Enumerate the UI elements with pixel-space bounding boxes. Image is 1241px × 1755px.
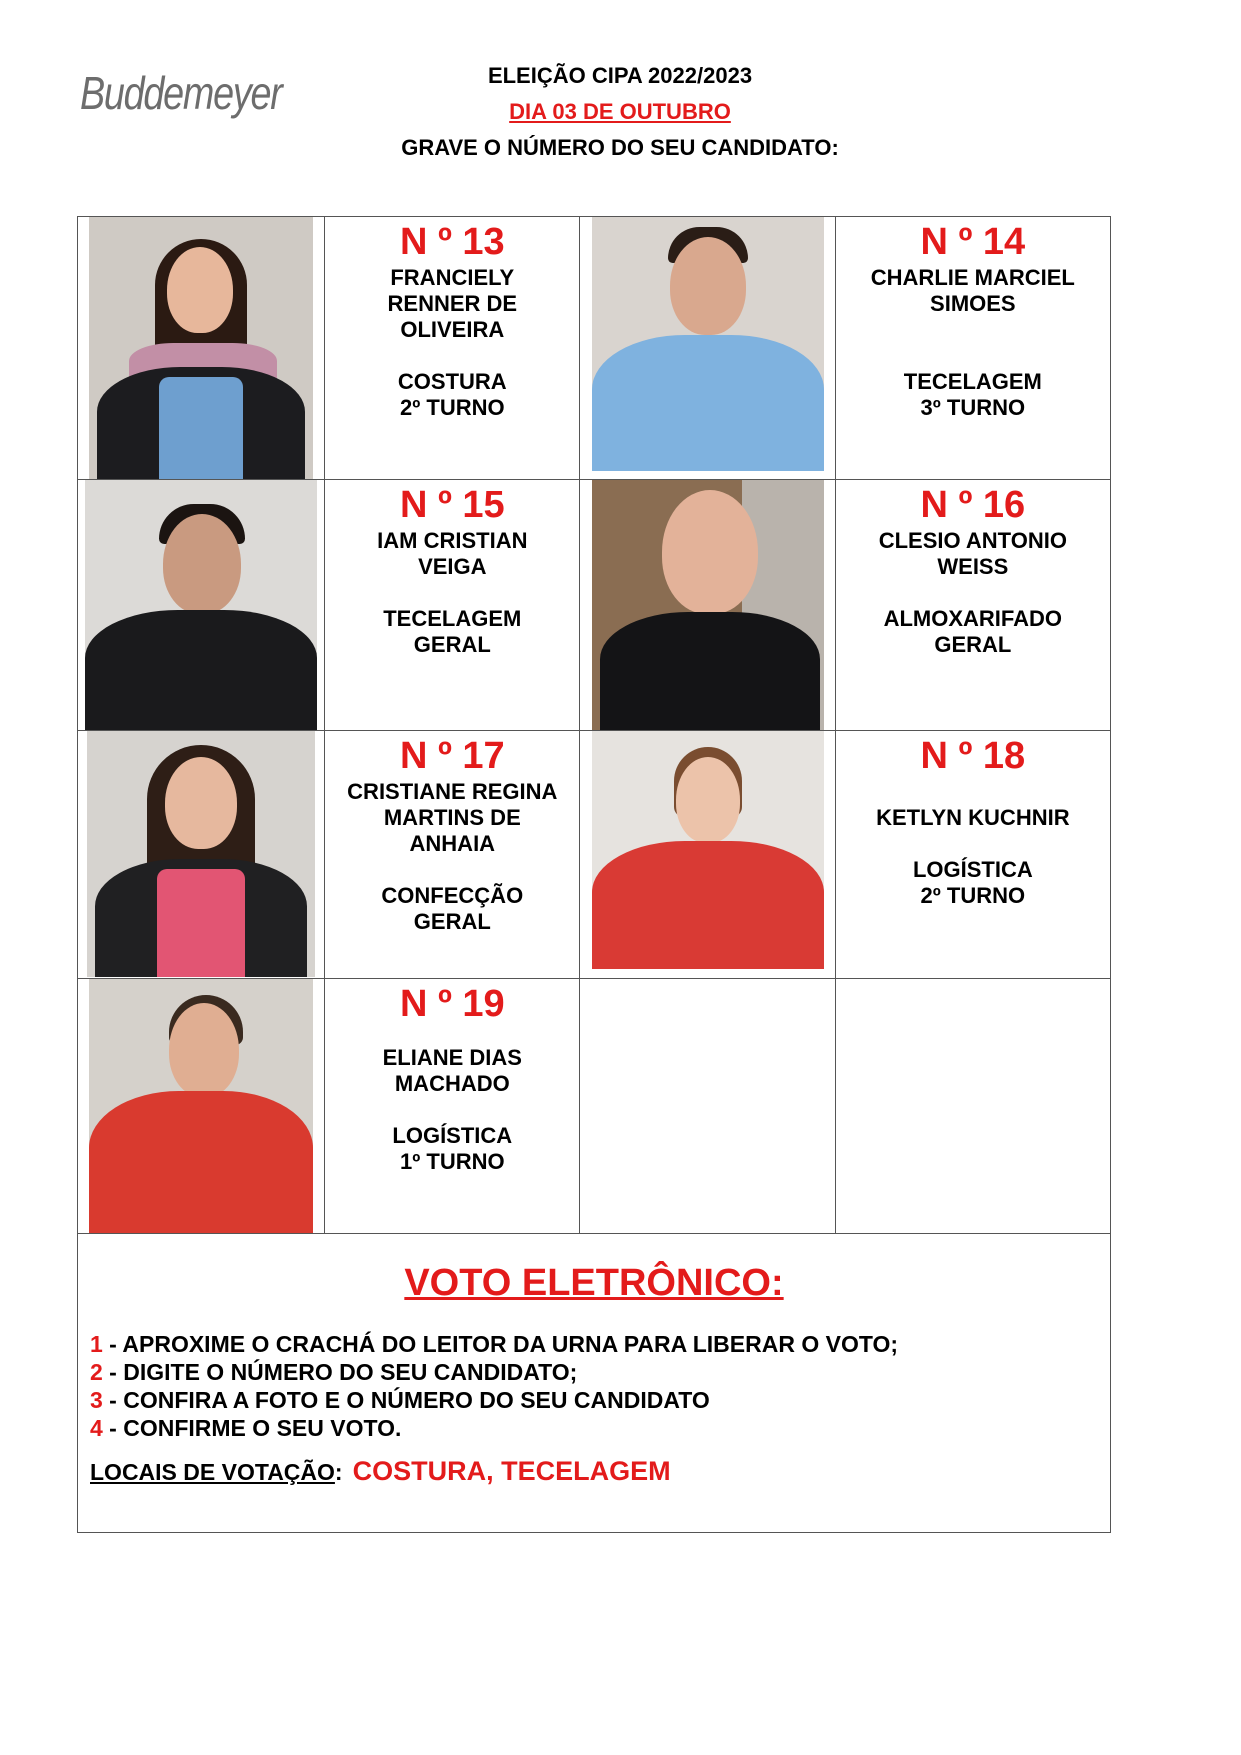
table-row xyxy=(78,217,1111,480)
candidate-photo-cell xyxy=(78,731,325,979)
step-text: - DIGITE O NÚMERO DO SEU CANDIDATO; xyxy=(102,1359,578,1385)
candidate-sector: CONFECÇÃO xyxy=(381,883,524,908)
vote-step xyxy=(90,1330,898,1358)
step-number: 2 xyxy=(90,1359,103,1385)
candidate-sector: LOGÍSTICA xyxy=(392,1123,513,1148)
candidate-photo-14 xyxy=(592,217,824,471)
candidate-info-14 xyxy=(836,217,1110,421)
candidate-sector: TECELAGEM xyxy=(383,606,522,631)
candidate-info-13 xyxy=(325,217,579,421)
candidate-photo-cell xyxy=(78,480,325,731)
candidate-info-18 xyxy=(836,731,1110,909)
candidate-name-line: ANHAIA xyxy=(409,831,496,856)
candidate-name-line: FRANCIELY xyxy=(390,265,515,290)
candidates-table xyxy=(77,216,1111,1234)
candidate-sector: LOGÍSTICA xyxy=(912,857,1033,882)
candidate-name-line: RENNER DE xyxy=(387,291,518,316)
candidate-info-cell xyxy=(835,731,1110,979)
candidate-photo-16 xyxy=(592,480,824,730)
candidate-info-cell xyxy=(325,979,580,1234)
candidate-info-cell xyxy=(325,731,580,979)
candidate-name-line: MARTINS DE xyxy=(383,805,521,830)
step-number: 1 xyxy=(90,1331,103,1357)
voting-locations xyxy=(90,1456,671,1487)
candidate-number: N º 18 xyxy=(920,735,1026,777)
candidate-info-cell xyxy=(325,480,580,731)
candidate-name-line: KETLYN KUCHNIR xyxy=(876,805,1070,830)
election-instruction: GRAVE O NÚMERO DO SEU CANDIDATO: xyxy=(401,135,839,160)
candidate-name-line: CRISTIANE REGINA xyxy=(347,779,558,804)
candidate-number: N º 19 xyxy=(399,983,505,1025)
table-row xyxy=(78,979,1111,1234)
candidate-sector: COSTURA xyxy=(397,369,507,394)
table-row xyxy=(78,731,1111,979)
candidate-info-19 xyxy=(325,979,579,1175)
candidate-shift: GERAL xyxy=(413,632,491,657)
candidate-photo-19 xyxy=(89,979,313,1233)
candidate-info-17 xyxy=(325,731,579,935)
election-title: ELEIÇÃO CIPA 2022/2023 xyxy=(487,63,753,88)
candidate-photo-cell xyxy=(580,217,835,480)
candidate-name-line: ELIANE DIAS xyxy=(382,1045,522,1070)
candidate-info-cell xyxy=(835,480,1110,731)
candidate-photo-17 xyxy=(87,731,315,977)
candidate-name-line: MACHADO xyxy=(394,1071,510,1096)
electronic-vote-section xyxy=(77,1224,1111,1533)
vote-title: VOTO ELETRÔNICO: xyxy=(404,1262,784,1304)
candidate-number: N º 17 xyxy=(399,735,505,777)
candidate-photo-cell xyxy=(78,979,325,1234)
candidate-photo-18 xyxy=(592,731,824,969)
candidate-name-line: OLIVEIRA xyxy=(400,317,505,342)
step-number: 3 xyxy=(90,1387,103,1413)
candidate-shift: 2º TURNO xyxy=(400,395,505,420)
candidate-name-line: CHARLIE MARCIEL xyxy=(870,265,1075,290)
candidate-photo-cell xyxy=(580,731,835,979)
vote-step xyxy=(90,1386,898,1414)
company-logo: Buddemeyer xyxy=(80,67,282,119)
candidate-name-line: SIMOES xyxy=(930,291,1016,316)
table-row xyxy=(78,480,1111,731)
candidate-sector: ALMOXARIFADO xyxy=(883,606,1063,631)
vote-steps xyxy=(90,1330,898,1442)
candidate-name-line xyxy=(325,1027,579,1045)
vote-step xyxy=(90,1414,898,1442)
candidate-photo-15 xyxy=(85,480,317,730)
candidate-shift: 1º TURNO xyxy=(400,1149,505,1174)
candidate-number: N º 13 xyxy=(399,221,505,263)
voting-locations-value: COSTURA, TECELAGEM xyxy=(352,1456,671,1486)
candidate-name-line: WEISS xyxy=(937,554,1009,579)
candidate-name-line: IAM CRISTIAN xyxy=(377,528,528,553)
candidate-photo-cell xyxy=(78,217,325,480)
voting-locations-label: LOCAIS DE VOTAÇÃO xyxy=(90,1459,335,1485)
candidate-sector: TECELAGEM xyxy=(903,369,1042,394)
election-date: DIA 03 DE OUTUBRO xyxy=(509,99,731,124)
candidate-shift: 2º TURNO xyxy=(920,883,1026,908)
candidate-number: N º 14 xyxy=(920,221,1026,263)
candidate-shift: 3º TURNO xyxy=(920,395,1026,420)
step-number: 4 xyxy=(90,1415,103,1441)
voting-locations-colon: : xyxy=(334,1459,343,1485)
candidate-info-cell xyxy=(835,217,1110,480)
step-text: - CONFIRA A FOTO E O NÚMERO DO SEU CANDIDATO xyxy=(102,1387,710,1413)
candidate-photo-cell xyxy=(580,480,835,731)
step-text: - APROXIME O CRACHÁ DO LEITOR DA URNA PARA LIBERAR O VOTO; xyxy=(102,1331,899,1357)
empty-cell xyxy=(835,979,1110,1234)
empty-cell xyxy=(580,979,835,1234)
step-text: - CONFIRME O SEU VOTO. xyxy=(102,1415,402,1441)
candidate-photo-13 xyxy=(89,217,313,479)
candidate-shift: GERAL xyxy=(413,909,491,934)
vote-step xyxy=(90,1358,898,1386)
candidate-name-line xyxy=(836,779,1110,805)
candidate-info-15 xyxy=(325,480,579,658)
candidate-shift: GERAL xyxy=(934,632,1012,657)
candidate-info-cell xyxy=(325,217,580,480)
candidate-number: N º 15 xyxy=(399,484,505,526)
candidate-name-line: CLESIO ANTONIO xyxy=(878,528,1067,553)
candidate-name-line: VEIGA xyxy=(418,554,487,579)
candidate-number: N º 16 xyxy=(920,484,1026,526)
candidate-info-16 xyxy=(836,480,1110,658)
